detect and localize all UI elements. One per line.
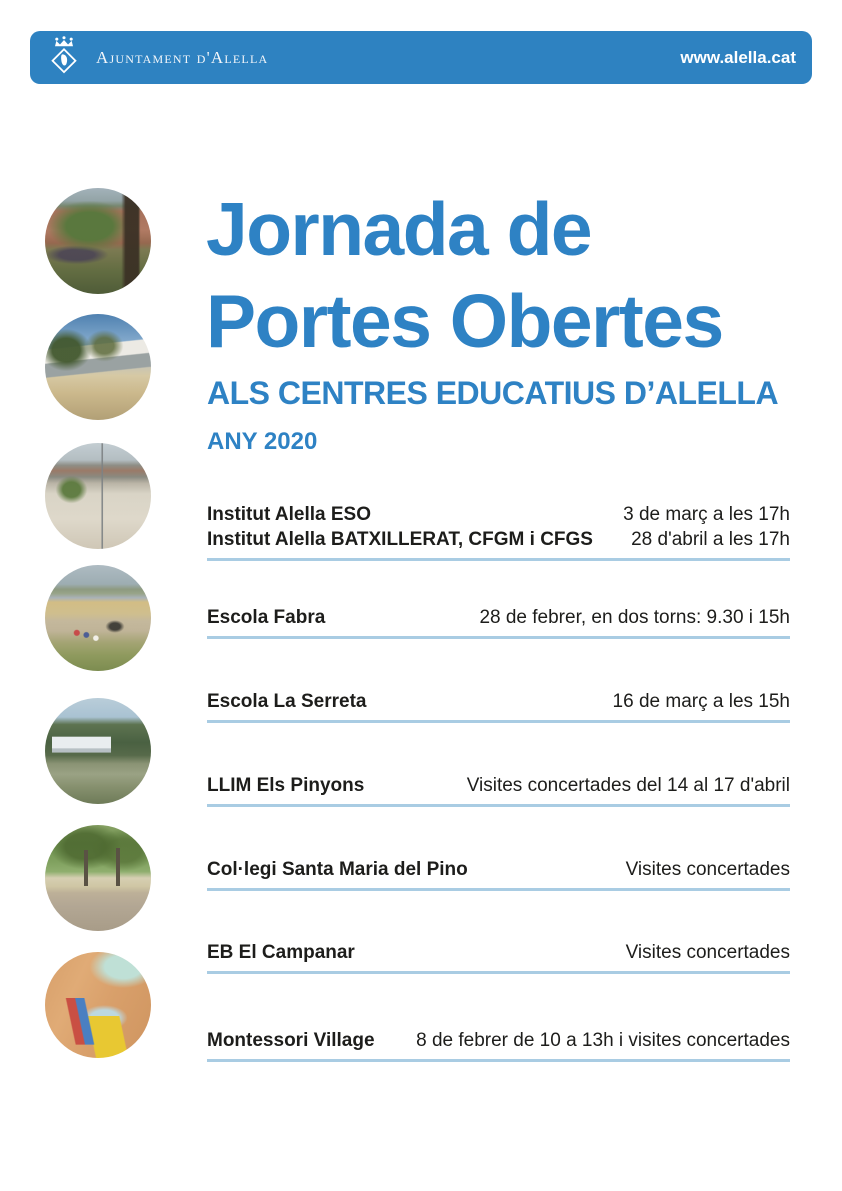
photo-eb-el-campanar: [45, 825, 151, 931]
photo-escola-la-serreta: [45, 443, 151, 549]
school-name: Col·legi Santa Maria del Pino: [207, 859, 468, 880]
org-name: Ajuntament d'Alella: [96, 47, 269, 67]
visit-date: Visites concertades del 14 al 17 d'abril: [466, 775, 790, 796]
school-name: Institut Alella ESO: [207, 504, 371, 525]
school-name: Institut Alella BATXILLERAT, CFGM i CFGS: [207, 529, 593, 550]
school-name: Escola Fabra: [207, 607, 326, 628]
school-name: EB El Campanar: [207, 942, 355, 963]
schedule-row-escola-fabra: [207, 605, 790, 639]
schedule-line: [207, 605, 790, 630]
schedule-line: [207, 502, 790, 527]
photo-santa-maria-del-pino: [45, 698, 151, 804]
photo-montessori-village: [45, 952, 151, 1058]
title-line1: Jornada de: [206, 187, 592, 271]
school-name: Montessori Village: [207, 1030, 375, 1051]
schedule-line: [207, 527, 790, 552]
schedule-line: [207, 1028, 790, 1053]
photo-institut-alella: [45, 188, 151, 294]
visit-date: 28 de febrer, en dos torns: 9.30 i 15h: [479, 607, 790, 628]
schedule-row-montessori: [207, 1028, 790, 1062]
schedule-line: [207, 689, 790, 714]
schedule-row-els-pinyons: [207, 773, 790, 807]
page-title: [206, 183, 723, 367]
visit-date: 8 de febrer de 10 a 13h i visites concertades: [416, 1030, 790, 1051]
school-name: LLIM Els Pinyons: [207, 775, 365, 796]
brand: [46, 35, 268, 81]
visit-date: Visites concertades: [625, 942, 790, 963]
year-label: ANY 2020: [207, 428, 318, 455]
title-line2: Portes Obertes: [206, 279, 723, 363]
visit-date: Visites concertades: [625, 859, 790, 880]
alella-coat-of-arms-icon: [46, 35, 82, 81]
visit-date: 3 de març a les 17h: [623, 504, 790, 525]
visit-date: 16 de març a les 15h: [612, 691, 790, 712]
schedule-line: [207, 857, 790, 882]
header-bar: [30, 31, 812, 84]
photo-escola-fabra: [45, 314, 151, 420]
schedule-line: [207, 773, 790, 798]
website-link[interactable]: www.alella.cat: [680, 47, 796, 67]
schedule-line: [207, 940, 790, 965]
schedule-row-el-campanar: [207, 940, 790, 974]
schedule-row-santa-maria: [207, 857, 790, 891]
schedule-row-la-serreta: [207, 689, 790, 723]
photo-llim-els-pinyons: [45, 565, 151, 671]
schedule-row-institut: [207, 502, 790, 561]
school-name: Escola La Serreta: [207, 691, 367, 712]
visit-date: 28 d'abril a les 17h: [631, 529, 790, 550]
page-subtitle: ALS CENTRES EDUCATIUS D’ALELLA: [207, 375, 779, 411]
